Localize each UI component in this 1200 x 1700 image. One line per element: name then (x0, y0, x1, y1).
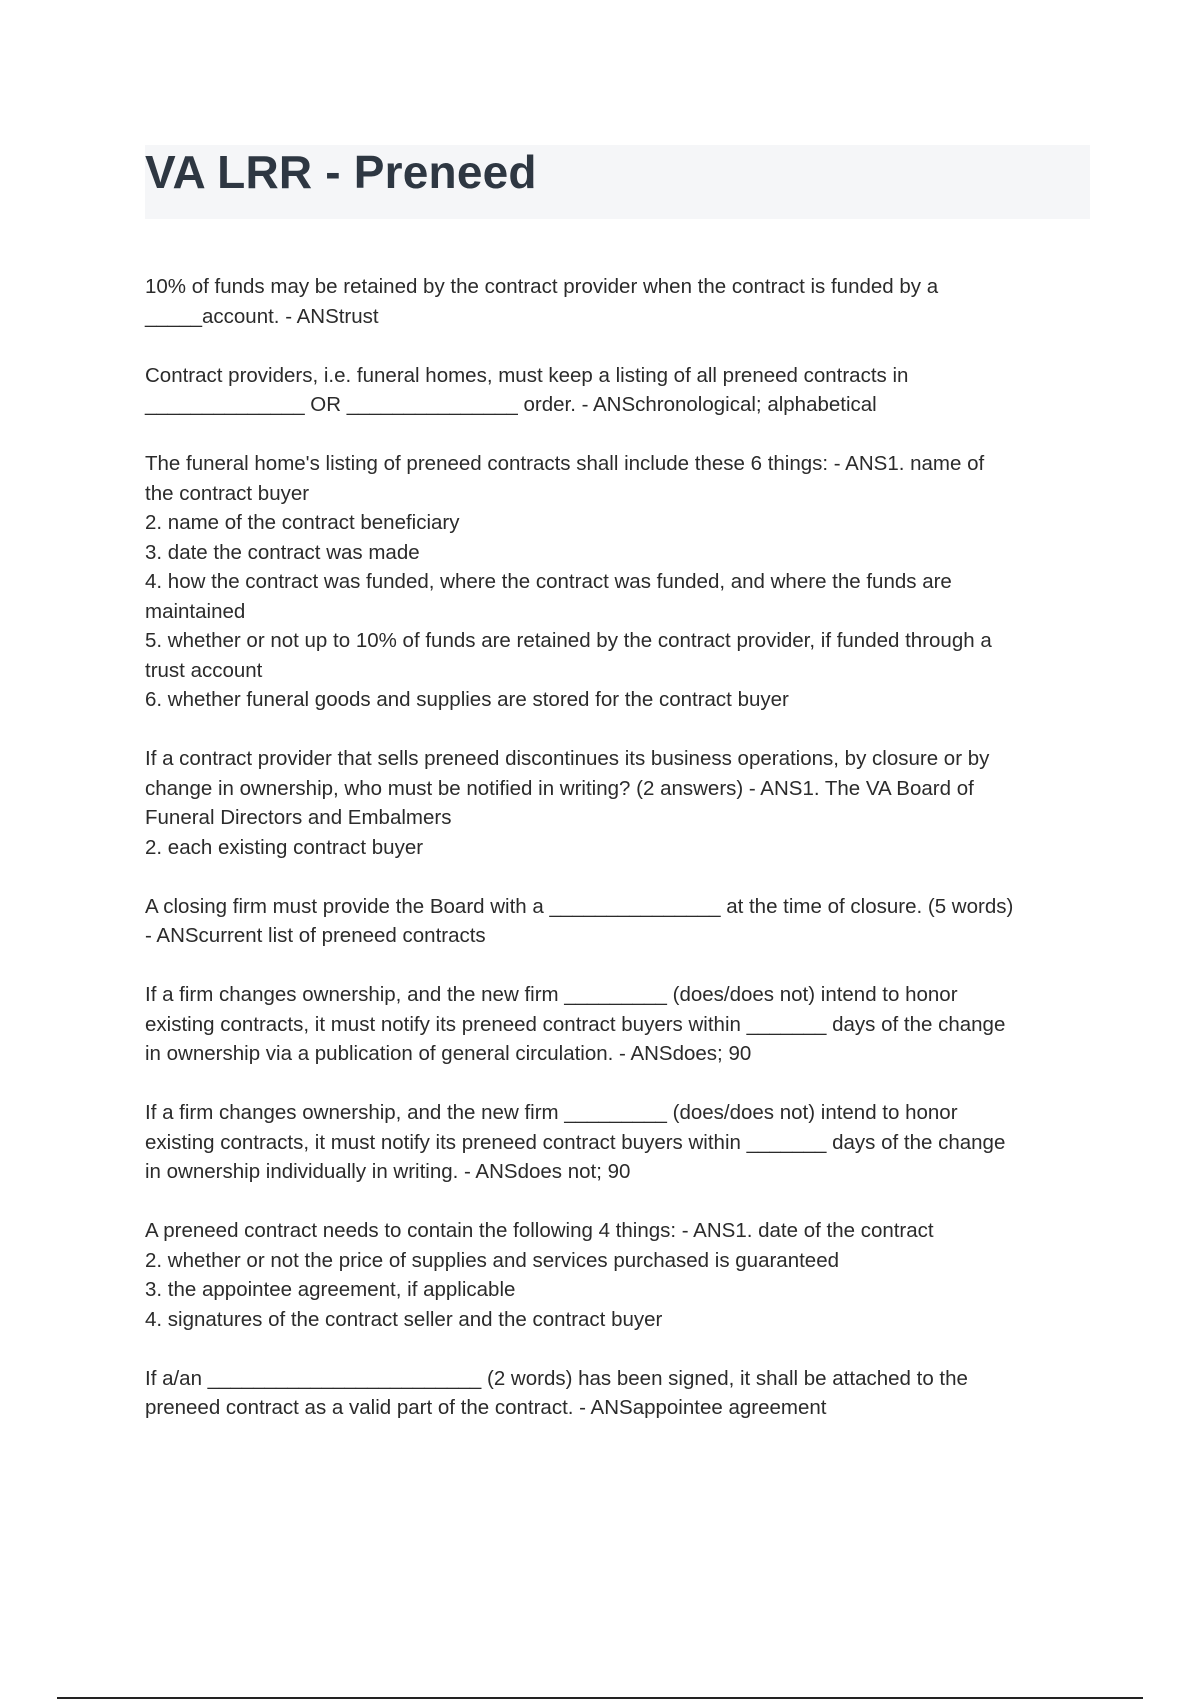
qa-line: existing contracts, it must notify its preneed contract buyers within _______ days of the change (145, 1012, 1006, 1036)
qa-line: trust account (145, 658, 263, 682)
qa-line: 4. how the contract was funded, where the contract was funded, and where the funds are (145, 570, 952, 593)
qa-item (145, 1216, 1093, 1334)
qa-line: If a/an ________________________ (2 words) has been signed, it shall be attached to the (145, 1366, 968, 1390)
qa-line: A closing firm must provide the Board with a _______________ at the time of closure. (5 words) (145, 894, 1014, 918)
qa-item (145, 744, 1093, 862)
qa-line: 2. each existing contract buyer (145, 835, 424, 859)
page-title: VA LRR - Preneed (145, 146, 537, 198)
qa-line: in ownership via a publication of general circulation. - ANSdoes; 90 (145, 1042, 752, 1065)
qa-line: existing contracts, it must notify its preneed contract buyers within _______ days of the change (145, 1130, 1006, 1154)
qa-line: the contract buyer (145, 481, 310, 505)
qa-line: 2. name of the contract beneficiary (145, 511, 460, 534)
qa-item (145, 1364, 1093, 1423)
qa-line: Funeral Directors and Embalmers (145, 806, 452, 829)
qa-line: change in ownership, who must be notified in writing? (2 answers) - ANS1. The VA Board of (145, 776, 974, 800)
qa-line: 3. date the contract was made (145, 540, 420, 564)
qa-line: maintained (145, 599, 246, 623)
qa-item (145, 980, 1093, 1069)
qa-item (145, 1098, 1093, 1187)
qa-line: ______________ OR _______________ order. - ANSchronological; alphabetical (145, 393, 877, 416)
footer-divider (57, 1697, 1143, 1699)
qa-line: - ANScurrent list of preneed contracts (145, 924, 486, 947)
qa-item (145, 272, 1093, 331)
qa-line: 2. whether or not the price of supplies and services purchased is guaranteed (145, 1248, 839, 1272)
qa-line: 3. the appointee agreement, if applicable (145, 1278, 516, 1301)
qa-item (145, 361, 1093, 420)
qa-line: The funeral home's listing of preneed contracts shall include these 6 things: - ANS1. name of (145, 452, 985, 475)
qa-line: A preneed contract needs to contain the following 4 things: - ANS1. date of the contract (145, 1219, 934, 1242)
qa-line: If a contract provider that sells preneed discontinues its business operations, by closure or by (145, 747, 990, 770)
qa-line: in ownership individually in writing. - ANSdoes not; 90 (145, 1160, 631, 1183)
qa-line: 6. whether funeral goods and supplies are stored for the contract buyer (145, 688, 789, 711)
qa-line: _____account. - ANStrust (145, 304, 379, 328)
qa-line: 4. signatures of the contract seller and the contract buyer (145, 1307, 663, 1331)
qa-item (145, 892, 1093, 951)
qa-line: preneed contract as a valid part of the contract. - ANSappointee agreement (145, 1396, 827, 1419)
qa-line: If a firm changes ownership, and the new firm _________ (does/does not) intend to honor (145, 1101, 958, 1124)
qa-line: 10% of funds may be retained by the contract provider when the contract is funded by a (145, 275, 939, 298)
qa-line: Contract providers, i.e. funeral homes, must keep a listing of all preneed contracts in (145, 363, 909, 387)
qa-line: 5. whether or not up to 10% of funds are retained by the contract provider, if funded through a (145, 629, 992, 652)
qa-item (145, 449, 1093, 715)
qa-list (145, 272, 1093, 1452)
qa-line: If a firm changes ownership, and the new firm _________ (does/does not) intend to honor (145, 983, 958, 1006)
